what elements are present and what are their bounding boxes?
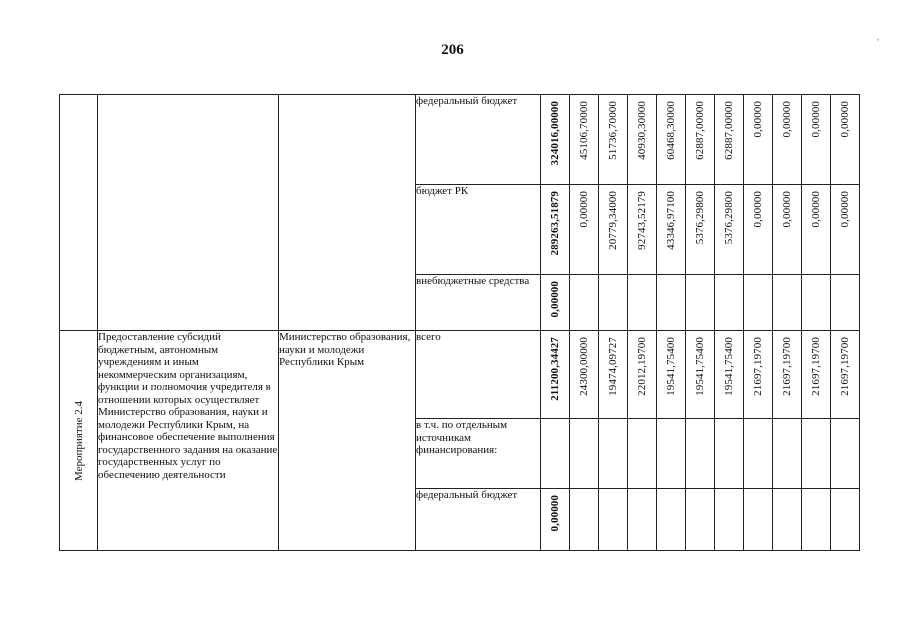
source-cell: внебюджетные средства bbox=[416, 275, 541, 331]
year-cell bbox=[773, 419, 802, 489]
year-cell bbox=[628, 331, 657, 419]
year-cell bbox=[802, 275, 831, 331]
total-value: 0,00000 bbox=[548, 281, 561, 318]
year-cell bbox=[686, 185, 715, 275]
year-value: 0,00000 bbox=[780, 191, 793, 228]
year-cell bbox=[599, 331, 628, 419]
table-row bbox=[60, 95, 860, 185]
table-row bbox=[60, 331, 860, 419]
year-cell bbox=[570, 95, 599, 185]
total-cell bbox=[541, 95, 570, 185]
year-cell bbox=[715, 331, 744, 419]
year-cell bbox=[744, 275, 773, 331]
year-cell bbox=[773, 331, 802, 419]
year-value: 19474,09727 bbox=[606, 337, 619, 396]
source-cell: в т.ч. по отдельным источникам финансирования: bbox=[416, 419, 541, 489]
funding-table bbox=[59, 94, 860, 551]
year-cell bbox=[744, 419, 773, 489]
measure-label: Мероприятие 2.4 bbox=[72, 400, 85, 481]
year-cell bbox=[686, 419, 715, 489]
year-cell bbox=[570, 331, 599, 419]
year-cell bbox=[628, 95, 657, 185]
year-cell bbox=[744, 95, 773, 185]
year-cell bbox=[657, 331, 686, 419]
year-value: 21697,19700 bbox=[751, 337, 764, 396]
year-value: 22012,19700 bbox=[635, 337, 648, 396]
year-value: 19541,75400 bbox=[664, 337, 677, 396]
total-value: 324016,00000 bbox=[548, 101, 561, 166]
year-value: 5376,29800 bbox=[722, 191, 735, 245]
year-value: 21697,19700 bbox=[838, 337, 851, 396]
year-value: 51736,70000 bbox=[606, 101, 619, 160]
year-cell bbox=[831, 95, 860, 185]
year-cell bbox=[570, 275, 599, 331]
description-cell-prev bbox=[98, 95, 279, 331]
year-cell bbox=[657, 419, 686, 489]
year-value: 21697,19700 bbox=[809, 337, 822, 396]
year-cell bbox=[628, 489, 657, 551]
year-cell bbox=[802, 419, 831, 489]
year-cell bbox=[686, 275, 715, 331]
measure-cell-prev bbox=[60, 95, 98, 331]
year-cell bbox=[831, 331, 860, 419]
year-value: 19541,75400 bbox=[693, 337, 706, 396]
year-cell bbox=[599, 489, 628, 551]
measure-cell bbox=[60, 331, 98, 551]
year-value: 62887,00000 bbox=[693, 101, 706, 160]
total-cell bbox=[541, 275, 570, 331]
year-cell bbox=[744, 489, 773, 551]
year-cell bbox=[599, 275, 628, 331]
year-value: 0,00000 bbox=[838, 191, 851, 228]
year-cell bbox=[802, 95, 831, 185]
year-cell bbox=[657, 95, 686, 185]
year-cell bbox=[570, 185, 599, 275]
year-cell bbox=[773, 489, 802, 551]
year-value: 60468,30000 bbox=[664, 101, 677, 160]
year-cell bbox=[802, 331, 831, 419]
year-cell bbox=[715, 95, 744, 185]
year-cell bbox=[831, 185, 860, 275]
source-cell: федеральный бюджет bbox=[416, 95, 541, 185]
total-value: 0,00000 bbox=[548, 495, 561, 532]
year-cell bbox=[715, 419, 744, 489]
year-cell bbox=[686, 331, 715, 419]
year-value: 19541,75400 bbox=[722, 337, 735, 396]
year-cell bbox=[773, 185, 802, 275]
total-cell bbox=[541, 185, 570, 275]
source-cell: всего bbox=[416, 331, 541, 419]
year-value: 5376,29800 bbox=[693, 191, 706, 245]
executor-cell: Министерство образования, науки и молодежи Республики Крым bbox=[279, 331, 416, 551]
year-cell bbox=[802, 185, 831, 275]
year-cell bbox=[570, 419, 599, 489]
year-cell bbox=[657, 275, 686, 331]
year-cell bbox=[802, 489, 831, 551]
year-value: 0,00000 bbox=[838, 101, 851, 138]
year-cell bbox=[773, 95, 802, 185]
year-value: 92743,52179 bbox=[635, 191, 648, 250]
year-value: 40930,30000 bbox=[635, 101, 648, 160]
year-cell bbox=[686, 95, 715, 185]
year-value: 0,00000 bbox=[809, 101, 822, 138]
year-value: 20779,34000 bbox=[606, 191, 619, 250]
year-cell bbox=[744, 185, 773, 275]
year-value: 43346,97100 bbox=[664, 191, 677, 250]
year-cell bbox=[744, 331, 773, 419]
year-cell bbox=[599, 185, 628, 275]
total-cell bbox=[541, 331, 570, 419]
year-cell bbox=[570, 489, 599, 551]
year-cell bbox=[715, 275, 744, 331]
year-cell bbox=[773, 275, 802, 331]
year-cell bbox=[628, 275, 657, 331]
year-cell bbox=[599, 419, 628, 489]
year-value: 62887,00000 bbox=[722, 101, 735, 160]
year-cell bbox=[657, 185, 686, 275]
year-cell bbox=[599, 95, 628, 185]
year-cell bbox=[715, 185, 744, 275]
year-cell bbox=[686, 489, 715, 551]
total-cell bbox=[541, 419, 570, 489]
year-cell bbox=[831, 489, 860, 551]
total-cell bbox=[541, 489, 570, 551]
year-cell bbox=[831, 275, 860, 331]
total-value: 211200,34427 bbox=[548, 337, 561, 401]
year-value: 0,00000 bbox=[809, 191, 822, 228]
year-value: 0,00000 bbox=[577, 191, 590, 228]
description-cell: Предоставление субсидий бюджетным, автономным учреждениям и иным некоммерческим организациям, функции и полномочия учредителя в отношении которых осуществляет Министерство образования, науки и молодежи Республики Крым, на финансовое обеспечение выполнения государственного задания на оказание государственных услуг по обеспечению деятельности bbox=[98, 331, 279, 551]
year-value: 21697,19700 bbox=[780, 337, 793, 396]
year-value: 0,00000 bbox=[751, 101, 764, 138]
year-cell bbox=[715, 489, 744, 551]
year-value: 45106,70000 bbox=[577, 101, 590, 160]
year-cell bbox=[628, 419, 657, 489]
total-value: 289263,51879 bbox=[548, 191, 561, 256]
year-cell bbox=[831, 419, 860, 489]
year-value: 0,00000 bbox=[780, 101, 793, 138]
year-cell bbox=[657, 489, 686, 551]
source-cell: бюджет РК bbox=[416, 185, 541, 275]
year-cell bbox=[628, 185, 657, 275]
year-value: 0,00000 bbox=[751, 191, 764, 228]
executor-cell-prev bbox=[279, 95, 416, 331]
source-cell: федеральный бюджет bbox=[416, 489, 541, 551]
page-number: 206 bbox=[441, 42, 464, 58]
year-value: 24300,00000 bbox=[577, 337, 590, 396]
scan-mark: , bbox=[877, 32, 880, 42]
